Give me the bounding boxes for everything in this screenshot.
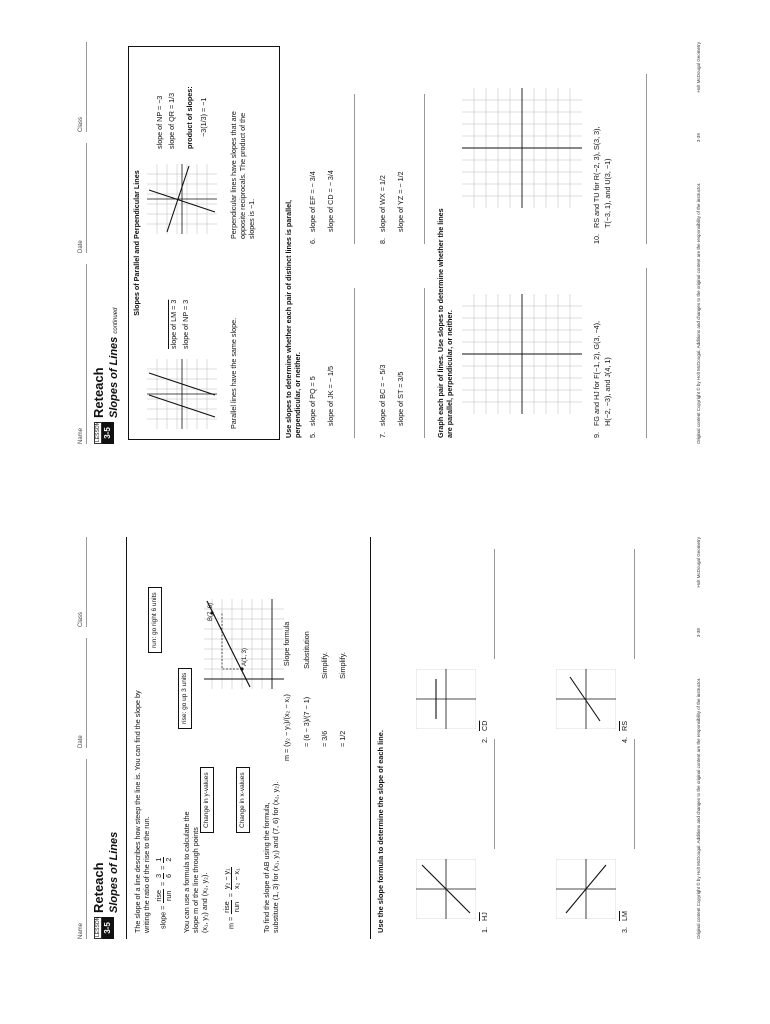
q8-number: 8.: [378, 238, 387, 244]
page-footer: [696, 537, 702, 939]
lesson-number: 3-5: [102, 422, 114, 444]
q5-slope-b: slope of JK = − 1/5: [326, 366, 335, 426]
formula-line-a: You can use a formula to calculate the: [182, 811, 191, 933]
product-value: −3(1/3) = −1: [199, 97, 208, 137]
perpendicular-graph: [147, 164, 217, 234]
q10-line-a: RS and TU for R(−2, 3), S(3, 3),: [592, 126, 601, 228]
callout-change-y: Change in y-values: [200, 767, 214, 833]
page-title: Reteach: [91, 862, 106, 913]
answer-line-3[interactable]: [634, 739, 635, 849]
three-over-six: [154, 873, 173, 879]
publisher-text: Holt McDougal Geometry: [696, 42, 701, 93]
q6-slope-a: slope of EF = − 3/4: [308, 171, 317, 232]
worksheet-page-3-39: [78, 42, 701, 444]
formula-line-c: (x₁, y₁) and (x₂, y₂).: [200, 872, 209, 933]
q9-number: 9.: [592, 432, 601, 438]
step-expr: = (6 − 3)/(7 − 1): [302, 696, 311, 747]
date-field[interactable]: Date: [78, 638, 87, 748]
instr-line-a: Use slopes to determine whether each pair of distinct lines is parallel,: [284, 199, 293, 438]
box-title: Slopes of Parallel and Perpendicular Lines: [132, 170, 141, 316]
frac-num: 3: [154, 873, 163, 878]
answer-line-7[interactable]: [424, 288, 425, 438]
graph-instructions: [436, 48, 454, 438]
answer-line-8[interactable]: [424, 94, 425, 244]
ex4-number: 4.: [620, 737, 629, 743]
find-text: [262, 713, 280, 933]
ex4-line: $\overline{RS}$: [620, 721, 629, 731]
parallel-perpendicular-box: [128, 46, 280, 440]
frac-num: rise: [154, 890, 163, 902]
page-number: 3-38: [696, 628, 701, 638]
page-header: [78, 537, 87, 939]
parallel-slope-np: slope of NP = 3: [181, 299, 190, 349]
date-field[interactable]: Date: [78, 143, 87, 253]
point-b-label: B(7, 6): [208, 602, 214, 621]
q10-line-b: T(−3, 1), and U(3, −1): [603, 158, 612, 228]
step-expr: = 1/2: [338, 730, 347, 747]
frac-num: rise: [222, 901, 231, 913]
rise-over-run: [154, 889, 173, 903]
find-line-a: To find the slope of AB using the formula,: [262, 802, 271, 933]
ex3-line: $\overline{LM}$: [620, 911, 629, 921]
exercise-instructions: Use the slope formula to determine the slope of each line.: [376, 730, 385, 933]
graph-q10[interactable]: [462, 88, 582, 208]
formula-line-b: slope m of the line through points: [191, 827, 200, 933]
frac-den: x₂ − x₁: [232, 868, 241, 890]
name-field[interactable]: Name: [78, 264, 87, 444]
eq-sign: =: [158, 865, 168, 870]
frac-num: 1: [154, 857, 163, 862]
eq-sign: =: [158, 881, 168, 887]
step-row: [282, 622, 302, 761]
answer-line-4[interactable]: [634, 549, 635, 659]
step-row: [302, 622, 320, 761]
perp-slope-np: slope of NP = −3: [155, 95, 164, 149]
answer-line-1[interactable]: [494, 739, 495, 849]
point-a-label: A(1, 3): [242, 647, 248, 666]
page-subtitle: Slopes of Lines: [108, 831, 120, 913]
frac-den: run: [232, 901, 241, 913]
find-line-b: substitute (1, 3) for (x₁, y₁) and (7, 6) for (x₂, y₂).: [271, 781, 280, 933]
lesson-badge: [94, 422, 114, 444]
callout-change-x: Change in x-values: [236, 767, 250, 833]
one-over-two: [154, 857, 173, 863]
point-a-dot: [240, 667, 243, 670]
perp-line-b: opposite reciprocals. The product of the: [238, 112, 247, 239]
slope-example: [154, 856, 173, 929]
answer-line-2[interactable]: [494, 549, 495, 659]
perp-line-c: slopes is −1.: [247, 198, 256, 239]
graph-ex4: [556, 669, 616, 729]
graph-instr-b: are parallel, perpendicular, or neither.: [445, 310, 454, 438]
page-number: 3-39: [696, 133, 701, 143]
step-row: [320, 622, 338, 761]
q5-number: 5.: [308, 432, 317, 438]
step-row: [338, 622, 356, 761]
name-field[interactable]: Name: [78, 759, 87, 939]
class-field[interactable]: Class: [78, 42, 87, 132]
m-formula-frac: [222, 867, 241, 890]
answer-line-10[interactable]: [646, 74, 647, 244]
instr-line-b: perpendicular, or neither.: [293, 352, 302, 438]
ex1-line: $\overline{HJ}$: [480, 912, 489, 921]
perp-slope-qr: slope of QR = 1/3: [167, 92, 176, 149]
copyright-text: Original content Copyright © by Holt McDougal. Additions and changes to the original content are the responsibility of the instructor.: [696, 677, 701, 939]
q7-number: 7.: [378, 432, 387, 438]
slope-label: slope =: [158, 905, 168, 929]
graph-ex1: [416, 859, 476, 919]
publisher-text: Holt McDougal Geometry: [696, 537, 701, 588]
ex3-number: 3.: [620, 927, 629, 933]
section-rule: [370, 537, 371, 939]
m-label: m =: [226, 916, 236, 929]
page-footer: [696, 42, 702, 444]
q9-line-b: H(−2, −3), and J(4, 1): [603, 357, 612, 426]
worksheet-page-3-38: [78, 537, 701, 939]
class-field[interactable]: Class: [78, 537, 87, 627]
product-label: product of slopes:: [185, 86, 194, 149]
q7-slope-a: slope of BC = − 5/3: [378, 364, 387, 426]
answer-line-6[interactable]: [354, 94, 355, 244]
m-rise-run: [222, 900, 241, 914]
ex2-line: $\overline{CD}$: [480, 720, 489, 731]
step-expr: = 3/6: [320, 730, 329, 747]
answer-line-5[interactable]: [354, 288, 355, 438]
frac-den: 2: [164, 857, 173, 862]
lesson-badge: [94, 917, 114, 939]
subtitle-continued: continued: [113, 307, 119, 334]
ex2-number: 2.: [480, 737, 489, 743]
graph-q9[interactable]: [462, 294, 582, 414]
parallel-rule: Parallel lines have the same slope.: [229, 317, 238, 429]
perp-rule: [229, 59, 256, 239]
step-note: Substitution: [302, 631, 311, 669]
step-note: Simplify.: [338, 652, 347, 679]
q6-number: 6.: [308, 238, 317, 244]
parallel-slope-lm: slope of LM = 3: [169, 299, 178, 349]
frac-num: y₂ − y₁: [222, 868, 231, 890]
lesson-label: LESSON: [95, 421, 101, 442]
copyright-text: Original content Copyright © by Holt McDougal. Additions and changes to the original content are the responsibility of the instructor.: [696, 182, 701, 444]
page-header: [78, 42, 87, 444]
q10-number: 10.: [592, 234, 601, 244]
title-rule: [126, 537, 127, 939]
q5-slope-a: slope of PQ = 5: [308, 376, 317, 426]
example-graph: [204, 599, 284, 689]
q8-slope-b: slope of YZ = − 1/2: [396, 171, 405, 232]
q9-line-a: FG and HJ for F(−1, 2), G(3, −4),: [592, 320, 601, 426]
ex1-number: 1.: [480, 927, 489, 933]
step-expr: m = (y₂ − y₁)/(x₂ − x₁): [282, 694, 291, 761]
worked-steps: [282, 622, 356, 761]
intro-line-a: The slope of a line describes how steep the line is. You can find the slope by: [133, 690, 142, 933]
lesson-number: 3-5: [102, 917, 114, 939]
intro-line-b: writing the ratio of the rise to the run.: [142, 816, 151, 933]
parallel-graph: [147, 359, 217, 429]
graph-ex2: [416, 669, 476, 729]
perp-line-a: Perpendicular lines have slopes that are: [229, 111, 238, 239]
page-subtitle: [108, 308, 122, 418]
frac-den: 6: [164, 873, 173, 878]
callout-rise: rise: go up 3 units: [178, 668, 192, 729]
q8-slope-a: slope of WX = 1/2: [378, 175, 387, 232]
q6-slope-b: slope of CD = − 3/4: [326, 170, 335, 232]
answer-line-9[interactable]: [646, 268, 647, 438]
slopes-instructions: [284, 48, 302, 438]
eq-sign: =: [226, 893, 236, 898]
lesson-label: LESSON: [95, 916, 101, 937]
step-note: Simplify.: [320, 652, 329, 679]
frac-den: run: [164, 890, 173, 902]
step-note: Slope formula: [282, 621, 291, 667]
intro-text: [133, 683, 151, 933]
graph-instr-a: Graph each pair of lines. Use slopes to determine whether the lines: [436, 208, 445, 438]
page-title: Reteach: [91, 367, 106, 418]
slope-formula: [222, 866, 241, 929]
callout-run: run: go right 6 units: [148, 587, 162, 653]
subtitle-text: Slopes of Lines: [108, 336, 120, 418]
q7-slope-b: slope of ST = 3/5: [396, 371, 405, 426]
graph-ex3: [556, 859, 616, 919]
